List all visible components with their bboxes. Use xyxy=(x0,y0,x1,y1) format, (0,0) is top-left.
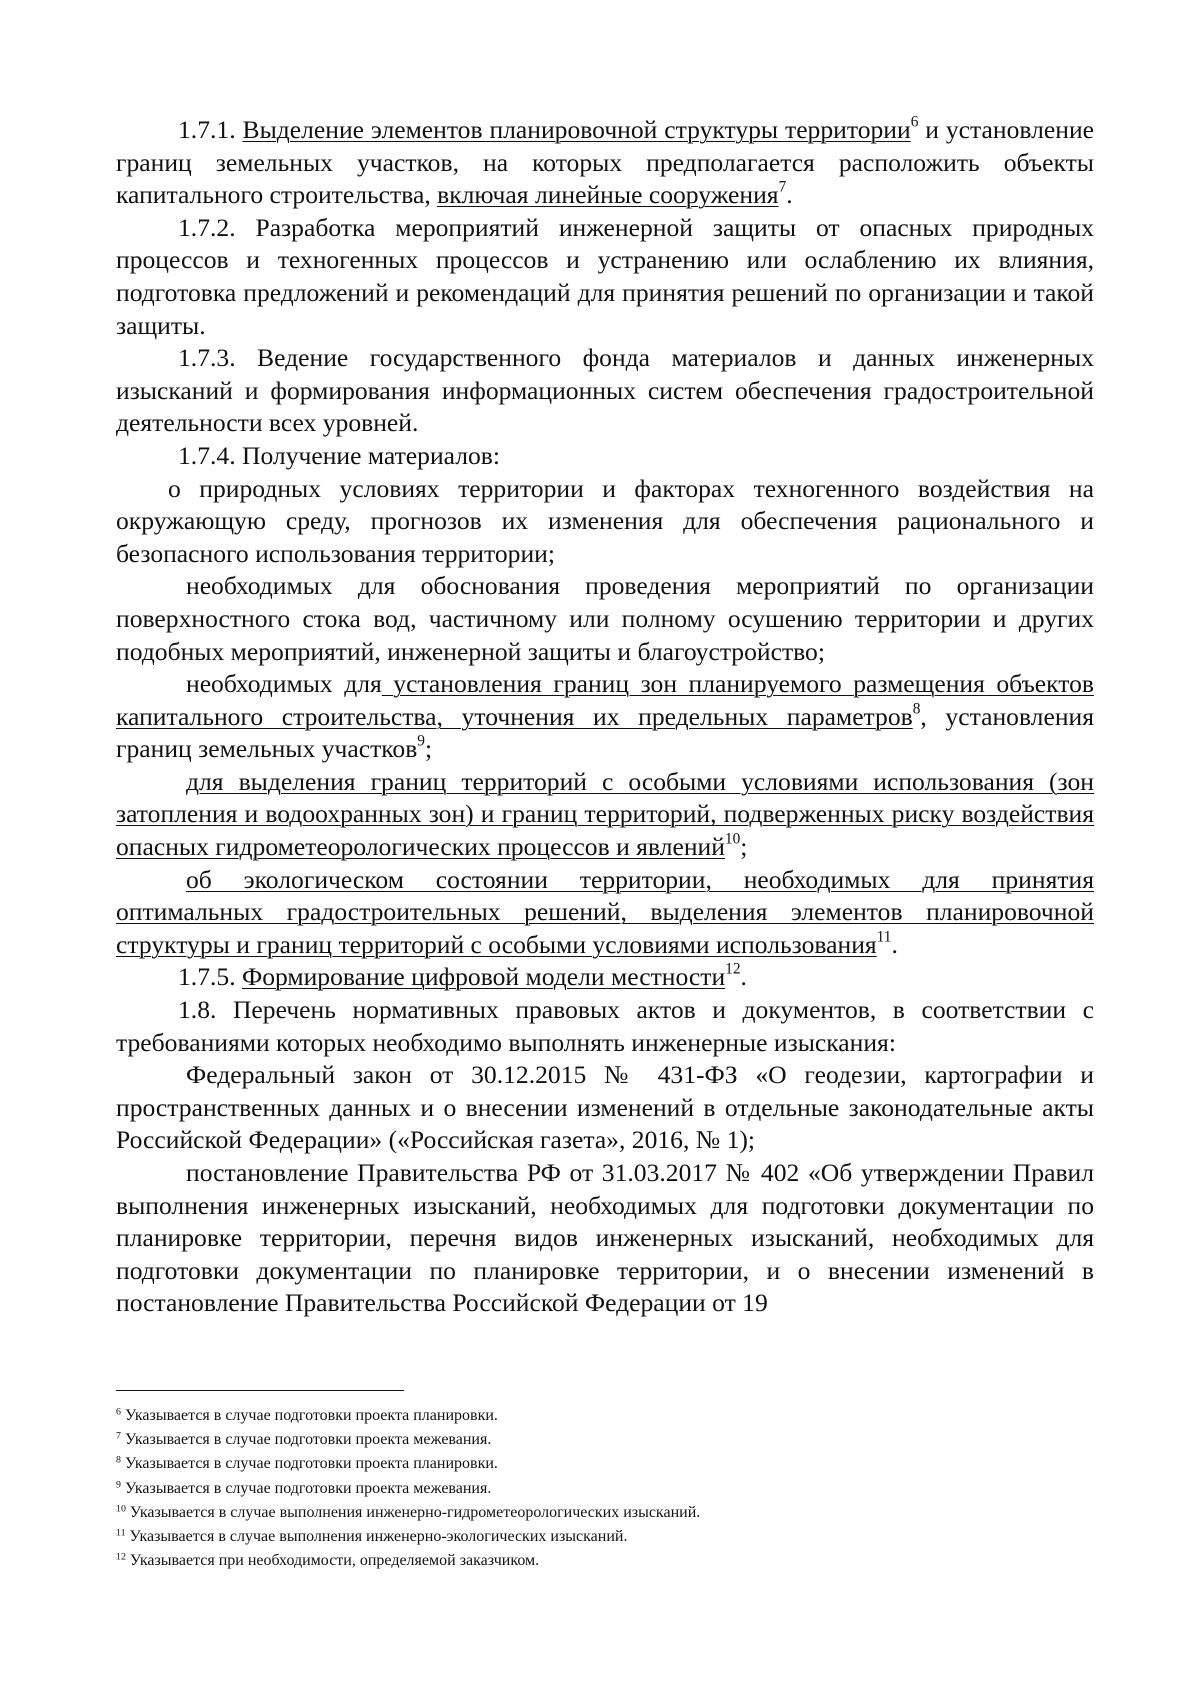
footnote-number: 11 xyxy=(116,1527,126,1539)
footnote-number: 8 xyxy=(116,1454,121,1466)
list-item: необходимых для обоснования проведения мероприятий по организации поверхностного стока вод, частичному или полному осушению территории и других подобных мероприятий, инженерной защиты и благоустройство; xyxy=(116,571,1094,666)
list-item: постановление Правительства РФ от 31.03.2017 № 402 «Об утверждении Правил выполнения инженерных изысканий, необходимых для подготовки документации по планировке территории, перечня видов инженерных изысканий, необходимых для подготовки документации по планировке территории, и о внесении изменений в постановление Правительства Российской Федерации от 19 xyxy=(116,1158,1094,1318)
footnote: $^6$ Указывается в случае подготовки проекта планировки. xyxy=(116,1406,498,1424)
footnote: $^{10}$ Указывается в случае выполнения инженерно-гидрометеорологических изысканий. xyxy=(116,1503,701,1521)
footnote: $^{12}$ Указывается при необходимости, определяемой заказчиком. xyxy=(116,1551,540,1570)
underlined-text: включая линейные сооружения xyxy=(437,180,779,210)
footnote: $^8$ Указывается в случае подготовки проекта планировки. xyxy=(116,1454,498,1473)
paragraph-1-7-4: 1.7.4. Получение материалов: xyxy=(178,440,500,470)
paragraph-1-7-2: 1.7.2. Разработка мероприятий инженерной защиты от опасных природных процессов и техногенных процессов и устранению или ослаблению их влияния, подготовка предложений и рекомендаций для принятия решений по организации и такой защиты. xyxy=(116,212,1094,340)
footnote-ref[interactable]: 6 xyxy=(910,113,919,131)
paragraph-1-7-1: 1.7.1. Выделение элементов планировочной структуры территории$^6$ и установление границ земельных участков, на которых предполагается расположить объекты капитального строительства, включая линейные сооружения$^7$. xyxy=(116,113,1094,210)
footnote-ref[interactable]: 8 xyxy=(912,700,921,718)
list-item: для выделения границ территорий с особыми условиями использования (зон затопления и водоохранных зон) и границ территорий, подверженных риску воздействия опасных гидрометеорологических процессов и явлений$^{10}$; xyxy=(116,766,1094,862)
list-item: об экологическом состоянии территории, необходимых для принятия оптимальных градостроительных решений, выделения элементов планировочной структуры и границ территорий с особыми условиями использования$^{11}$. xyxy=(116,864,1094,959)
footnote-divider xyxy=(116,1390,404,1391)
paragraph-1-7-5: 1.7.5. Формирование цифровой модели местности$^{12}$. xyxy=(178,960,747,992)
footnote-ref[interactable]: 10 xyxy=(724,830,741,848)
footnotes xyxy=(116,1404,1094,1573)
clause-number: 1.7.1. xyxy=(178,115,236,144)
footnote-ref[interactable]: 12 xyxy=(725,960,741,978)
footnote-number: 10 xyxy=(116,1503,126,1515)
paragraph-1-8: 1.8. Перечень нормативных правовых актов и документов, в соответствии с требованиями которых необходимо выполнять инженерные изыскания: xyxy=(116,995,1094,1057)
underlined-text: Формирование цифровой модели местности xyxy=(241,962,726,992)
list-item: о природных условиях территории и факторах техногенного воздействия на окружающую среду, прогнозов их изменения для обеспечения рационального и безопасного использования территории; xyxy=(116,473,1094,568)
list-item: Федеральный закон от 30.12.2015 № 431-ФЗ «О геодезии, картографии и пространственных данных и о внесении изменений в отдельные законодательные акты Российской Федерации» («Российская газета», 2016, № 1); xyxy=(116,1060,1094,1155)
footnote-number: 6 xyxy=(116,1406,121,1418)
list-item: необходимых для установления границ зон планируемого размещения объектов капитального строительства, уточнения их предельных параметров$^8$, установления границ земельных участков$^9$; xyxy=(116,669,1094,764)
footnote-ref[interactable]: 11 xyxy=(876,928,892,946)
underlined-text: установления границ зон планируемого размещения объектов капитального строительства, уточнения их предельных параметров xyxy=(116,669,1094,731)
footnote-number: 7 xyxy=(116,1430,121,1442)
paragraph-1-7-3: 1.7.3. Ведение государственного фонда материалов и данных инженерных изысканий и формирования информационных систем обеспечения градостроительной деятельности всех уровней. xyxy=(116,343,1094,438)
clause-number: 1.7.5. xyxy=(178,962,242,992)
footnote: $^9$ Указывается в случае подготовки проекта межевания. xyxy=(116,1479,492,1497)
underlined-text: Выделение элементов планировочной структуры территории xyxy=(242,115,911,144)
footnote-number: 9 xyxy=(116,1479,121,1491)
footnote-number: 12 xyxy=(116,1551,126,1563)
footnote-ref[interactable]: 7 xyxy=(778,178,787,196)
footnote-ref[interactable]: 9 xyxy=(417,732,425,750)
footnote: $^{11}$ Указывается в случае выполнения инженерно-экологических изысканий. xyxy=(116,1527,628,1546)
underlined-text: для выделения границ территорий с особыми условиями использования (зон затопления и водоохранных зон) и границ территорий, подверженных риску воздействия опасных гидрометеорологических процессов и явлений xyxy=(116,766,1094,862)
main-text xyxy=(116,114,1094,1320)
underlined-text: об экологическом состоянии территории, необходимых для принятия оптимальных градостроительных решений, выделения элементов планировочной структуры и границ территорий с особыми условиями использования xyxy=(116,864,1094,959)
footnote: $^7$ Указывается в случае подготовки проекта межевания. xyxy=(116,1430,492,1449)
